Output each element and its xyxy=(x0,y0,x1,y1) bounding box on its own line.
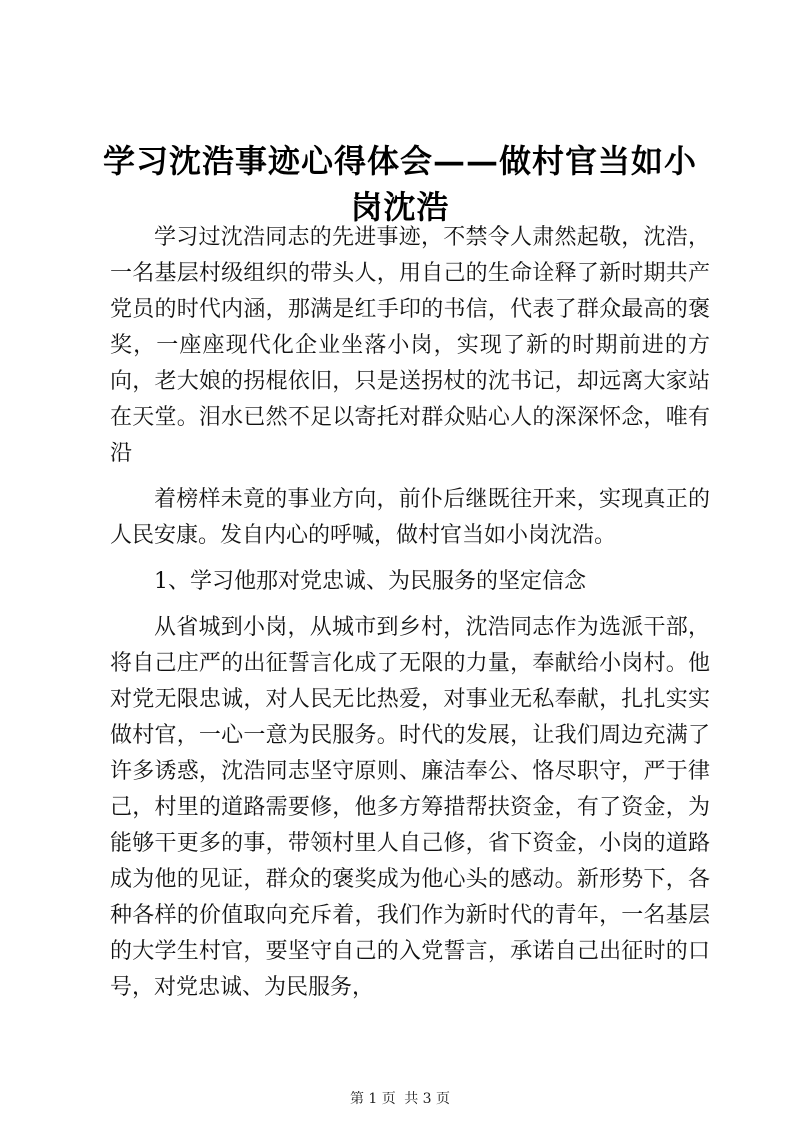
page-number: 第 1 页 xyxy=(349,1091,396,1107)
paragraph-intro: 学习过沈浩同志的先进事迹，不禁令人肃然起敬，沈浩，一名基层村级组织的带头人，用自己的生命诠释了新时期共产党员的时代内涵，那满是红手印的书信，代表了群众最高的褒奖，一座座现代化企业坐落小岗，实现了新的时期前进的方向，老大娘的拐棍依旧，只是送拐杖的沈书记，却远离大家站在天堂。泪水已然不足以寄托对群众贴心人的深深怀念，唯有沿 xyxy=(110,225,710,466)
page-footer xyxy=(0,1089,800,1109)
page-total: 共 3 页 xyxy=(404,1091,451,1107)
document-body xyxy=(110,220,710,1016)
document-title: 学习沈浩事迹心得体会——做村官当如小岗沈浩 xyxy=(102,142,697,226)
paragraph-continuation: 着榜样未竟的事业方向，前仆后继既往开来，实现真正的人民安康。发自内心的呼喊，做村官当如小岗沈浩。 xyxy=(110,487,710,548)
paragraph-section-body: 从省城到小岗，从城市到乡村，沈浩同志作为选派干部，将自己庄严的出征誓言化成了无限的力量，奉献给小岗村。他对党无限忠诚，对人民无比热爱，对事业无私奉献，扎扎实实做村官，一心一意为民服务。时代的发展，让我们周边充满了许多诱惑，沈浩同志坚守原则、廉洁奉公、恪尽职守，严于律己，村里的道路需要修，他多方筹措帮扶资金，有了资金，为能够干更多的事，带领村里人自己修，省下资金，小岗的道路成为他的见证，群众的褒奖成为他心头的感动。新形势下，各种各样的价值取向充斥着，我们作为新时代的青年，一名基层的大学生村官，要坚守自己的入党誓言，承诺自己出征时的口号，对党忠诚、为民服务， xyxy=(110,615,710,1000)
section-heading: 1、学习他那对党忠诚、为民服务的坚定信念 xyxy=(154,569,586,594)
